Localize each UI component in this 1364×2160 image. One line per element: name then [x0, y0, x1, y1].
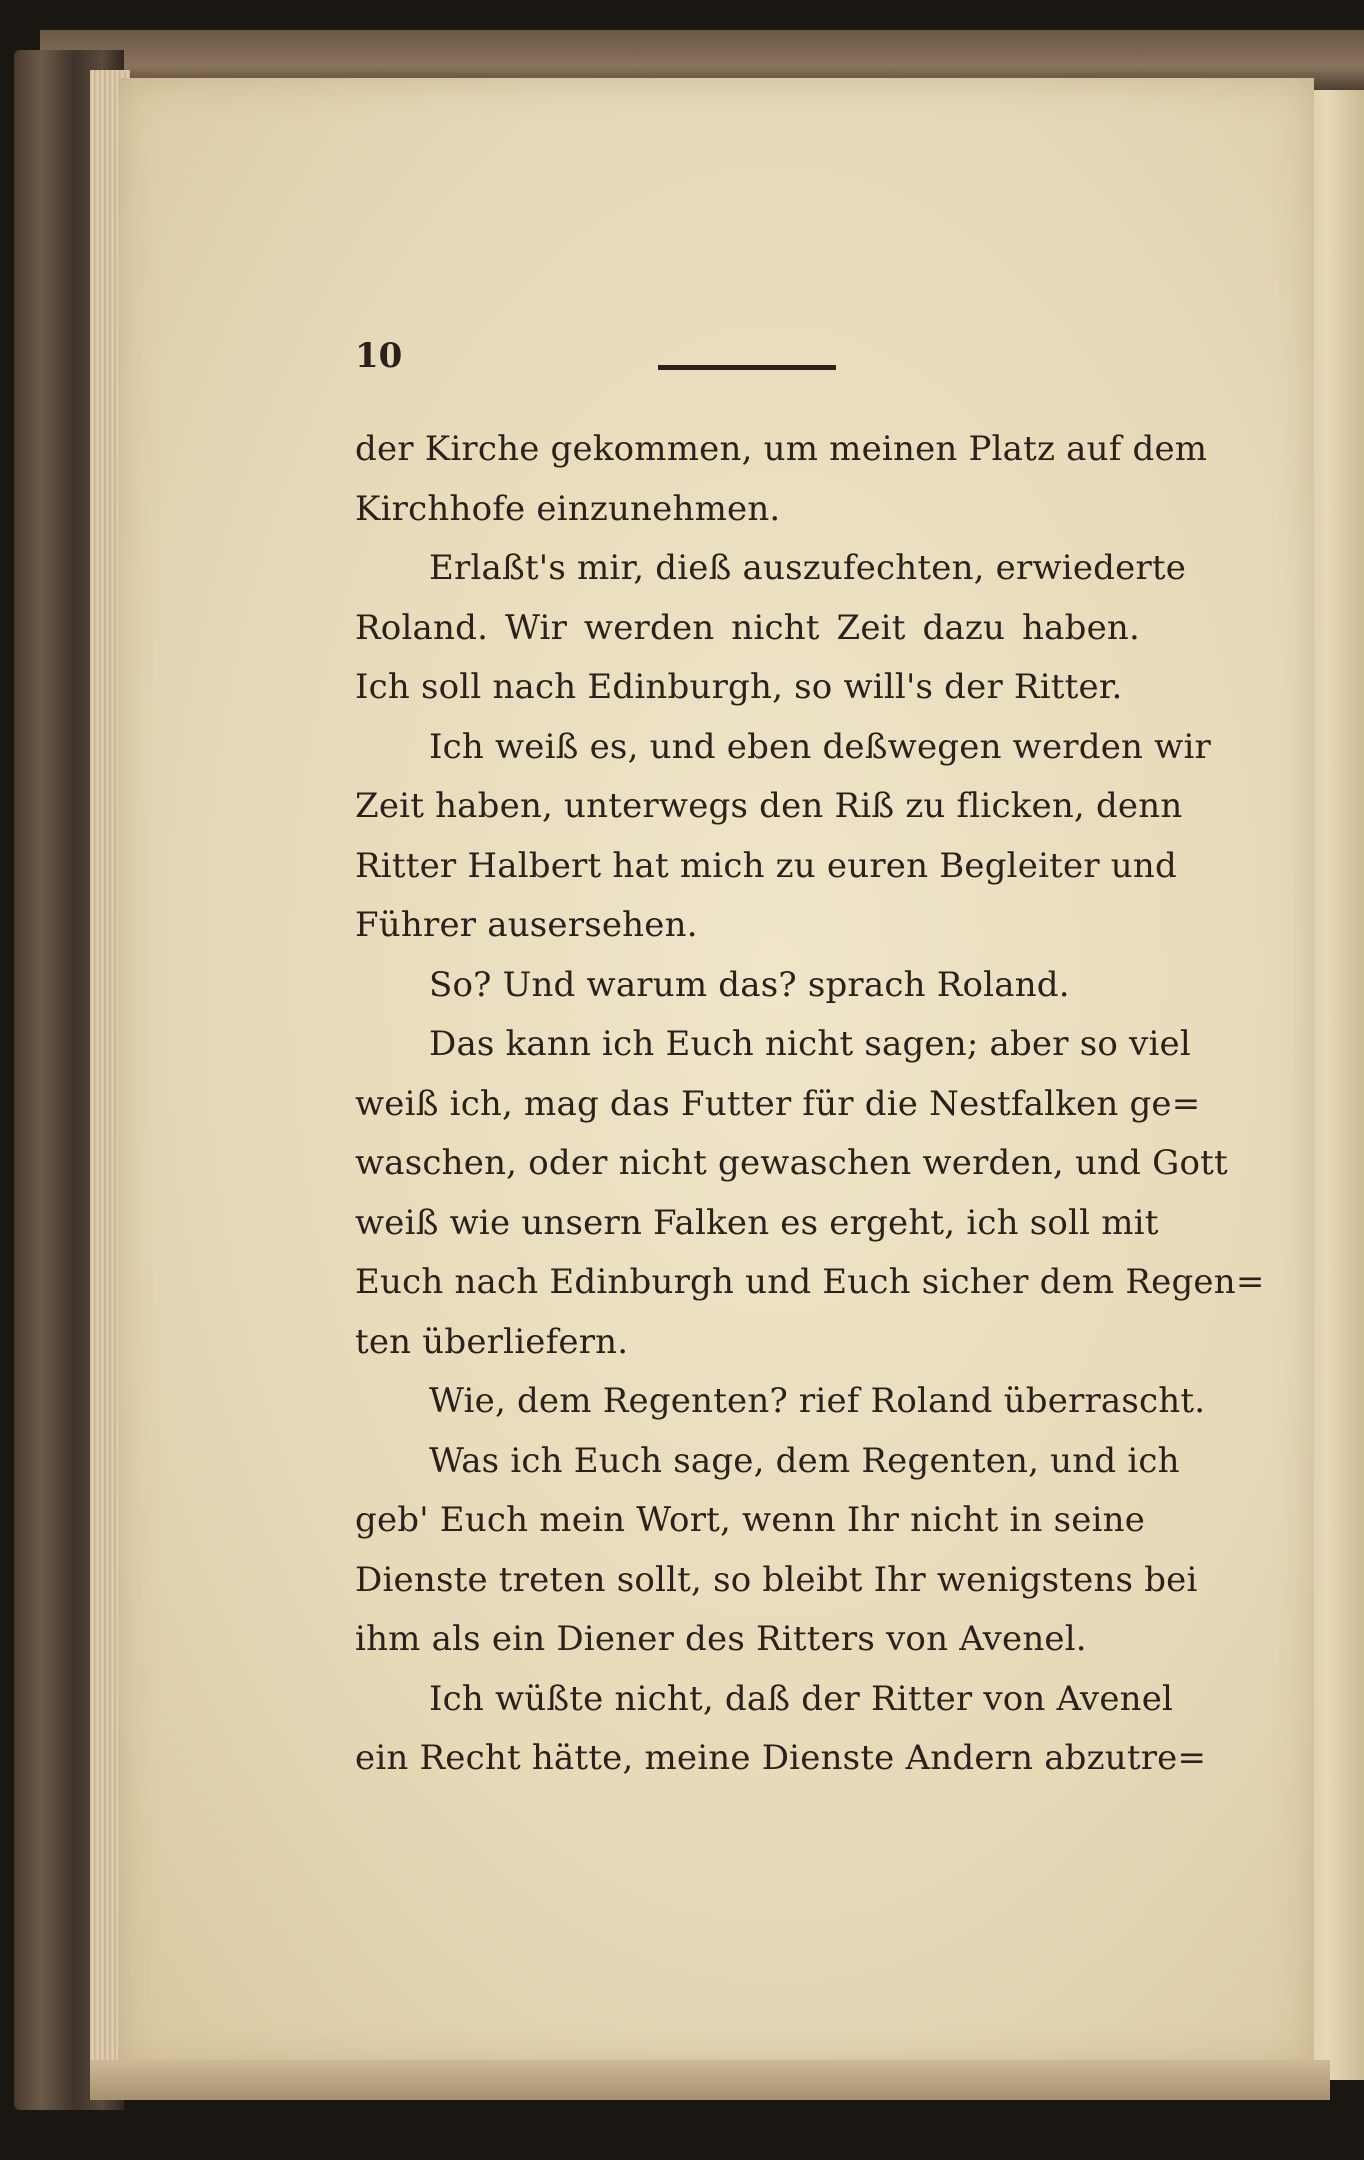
text-line: Ich wüßte nicht, daß der Ritter von Avenel [429, 1678, 1174, 1719]
book-bottom-edge [90, 2060, 1330, 2100]
text-line: weiß ich, mag das Futter für die Nestfalken ge= [355, 1083, 1201, 1124]
text-line: Erlaßt's mir, dieß auszufechten, erwiederte [429, 548, 1187, 588]
header-rule [658, 365, 836, 370]
text-line: Ritter Halbert hat mich zu euren Begleiter und [355, 845, 1177, 886]
text-line: Euch nach Edinburgh und Euch sicher dem Regen= [355, 1262, 1265, 1302]
text-line: weiß wie unsern Falken es ergeht, ich soll mit [355, 1202, 1159, 1243]
text-line: geb' Euch mein Wort, wenn Ihr nicht in seine [355, 1500, 1146, 1540]
page-text [355, 420, 1265, 1789]
text-line: Roland. Wir werden nicht Zeit dazu haben. [355, 607, 1140, 648]
text-line: der Kirche gekommen, um meinen Platz auf dem [355, 429, 1208, 469]
text-line: Zeit haben, unterwegs den Riß zu flicken, denn [355, 786, 1183, 826]
text-line: Was ich Euch sage, dem Regenten, und ich [429, 1440, 1180, 1481]
text-line: Kirchhofe einzunehmen. [355, 488, 781, 529]
page-number: 10 [355, 336, 403, 376]
text-line: Dienste treten sollt, so bleibt Ihr wenigstens bei [355, 1559, 1198, 1600]
text-line: ten überliefern. [355, 1321, 629, 1362]
text-line: Wie, dem Regenten? rief Roland überrascht. [429, 1381, 1206, 1421]
text-line: waschen, oder nicht gewaschen werden, und Gott [355, 1143, 1228, 1183]
text-line: Das kann ich Euch nicht sagen; aber so viel [429, 1024, 1191, 1064]
text-line: ihm als ein Diener des Ritters von Avenel. [355, 1619, 1087, 1659]
text-line: Ich soll nach Edinburgh, so will's der Ritter. [355, 667, 1123, 707]
text-line: ein Recht hätte, meine Dienste Andern abzutre= [355, 1738, 1207, 1778]
text-line: So? Und warum das? sprach Roland. [429, 964, 1070, 1005]
text-line: Ich weiß es, und eben deßwegen werden wir [429, 726, 1211, 767]
text-line: Führer ausersehen. [355, 905, 698, 945]
